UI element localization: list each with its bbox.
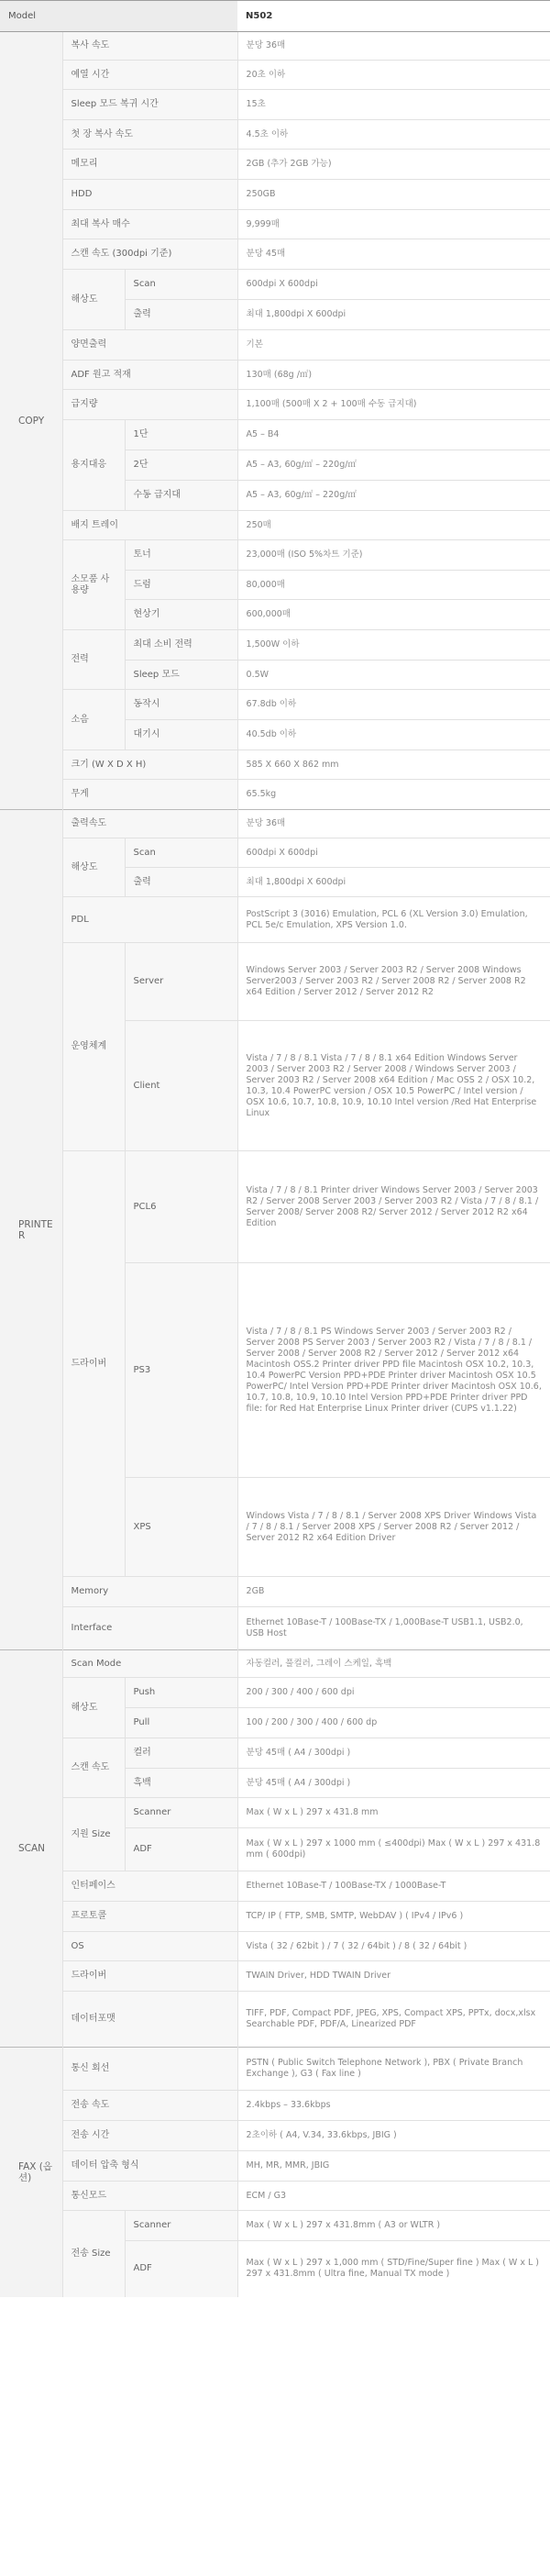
spec-row [0,750,550,780]
spec-row [0,210,550,239]
spec-value: 4.5초 이하 [237,120,550,150]
spec-row [0,780,550,810]
spec-label: 소모품 사용량 [62,540,125,630]
spec-row [0,150,550,180]
spec-row [0,239,550,270]
spec-label: 해상도 [62,1678,125,1738]
spec-row [0,810,550,838]
spec-value: Vista / 7 / 8 / 8.1 Printer driver Windows Server 2003 / Server 2003 R2 / Server 2008 Server 2003 / Server 2003 R2 / Vista / 7 / 8 / 8.1 / Server 2008/ Server 2008 R2/ Server 2012 / Server 2012 R2 x64 Edition [237,1151,550,1263]
spec-label: ADF 원고 적재 [62,361,237,390]
spec-sublabel: Scanner [125,1798,237,1828]
spec-label: 전송 속도 [62,2091,237,2121]
spec-label: 전송 시간 [62,2121,237,2151]
spec-row [0,2182,550,2211]
spec-sublabel: 흑백 [125,1769,237,1798]
spec-label: 배지 트레이 [62,511,237,540]
spec-sublabel: 동작시 [125,690,237,720]
spec-label: 드라이버 [62,1151,125,1577]
spec-label: 예열 시간 [62,61,237,90]
spec-row [0,1678,550,1708]
spec-label: 통신모드 [62,2182,237,2211]
spec-row [0,1151,550,1263]
spec-row [0,1650,550,1678]
spec-value: Windows Server 2003 / Server 2003 R2 / Server 2008 Windows Server2003 / Server 2003 R2 / Server 2008 R2 / Server 2008 R2 x64 Edition / Server 2012 / Server 2012 R2 [237,943,550,1021]
spec-value: Ethernet 10Base-T / 100Base-TX / 1000Base-T [237,1871,550,1902]
model-label: Model [0,1,237,32]
spec-sublabel: 수동 급지대 [125,481,237,511]
spec-value: A5 – A3, 60g/㎡ – 220g/㎡ [237,450,550,481]
spec-value: 2GB [237,1577,550,1607]
spec-sublabel: 대기시 [125,720,237,750]
spec-label: 스캔 속도 [62,1738,125,1798]
spec-label: 드라이버 [62,1961,237,1992]
spec-label: PDL [62,897,237,943]
spec-row [0,1577,550,1607]
spec-label: Scan Mode [62,1650,237,1678]
spec-label: Sleep 모드 복귀 시간 [62,90,237,120]
spec-value: 23,000매 (ISO 5%차트 기준) [237,540,550,571]
spec-row [0,180,550,210]
spec-value: 2.4kbps – 33.6kbps [237,2091,550,2121]
spec-value: Max ( W x L ) 297 x 1,000 mm ( STD/Fine/Super fine ) Max ( W x L ) 297 x 431.8mm ( Ultra fine, Manual TX mode ) [237,2241,550,2297]
spec-sublabel: 컬러 [125,1738,237,1769]
spec-value: PostScript 3 (3016) Emulation, PCL 6 (XL Version 3.0) Emulation, PCL 5e/c Emulation, XPS Version 1.0. [237,897,550,943]
spec-row [0,1961,550,1992]
spec-value: 분당 45매 ( A4 / 300dpi ) [237,1769,550,1798]
spec-value: 분당 36매 [237,32,550,61]
spec-row [0,2091,550,2121]
spec-value: 67.8db 이하 [237,690,550,720]
spec-row [0,943,550,1021]
spec-label: 용지대응 [62,420,125,511]
spec-value: Ethernet 10Base-T / 100Base-TX / 1,000Base-T USB1.1, USB2.0, USB Host [237,1607,550,1650]
spec-value: 100 / 200 / 300 / 400 / 600 dp [237,1708,550,1738]
spec-label: 최대 복사 매수 [62,210,237,239]
spec-sublabel: ADF [125,2241,237,2297]
section-label: FAX (옵션) [0,2048,62,2297]
spec-label: 무게 [62,780,237,810]
spec-sublabel: Scanner [125,2211,237,2241]
spec-value: 0.5W [237,661,550,690]
spec-value: 1,500W 이하 [237,630,550,661]
spec-sublabel: Sleep 모드 [125,661,237,690]
spec-row [0,1798,550,1828]
spec-sublabel: XPS [125,1478,237,1577]
spec-label: 인터페이스 [62,1871,237,1902]
spec-sublabel: Scan [125,270,237,300]
spec-value: 130매 (68g /㎡) [237,361,550,390]
spec-label: Memory [62,1577,237,1607]
spec-value: 최대 1,800dpi X 600dpi [237,300,550,330]
spec-row [0,511,550,540]
spec-value: ECM / G3 [237,2182,550,2211]
spec-row [0,61,550,90]
spec-row [0,1871,550,1902]
spec-value: Max ( W x L ) 297 x 1000 mm ( ≤400dpi) Max ( W x L ) 297 x 431.8 mm ( 600dpi) [237,1828,550,1871]
spec-sublabel: Client [125,1021,237,1151]
spec-value: 65.5kg [237,780,550,810]
section-label: COPY [0,32,62,810]
spec-value: PSTN ( Public Switch Telephone Network ), PBX ( Private Branch Exchange ), G3 ( Fax line ) [237,2048,550,2091]
spec-value: 15초 [237,90,550,120]
spec-label: 데이터 압축 형식 [62,2151,237,2182]
spec-label: 복사 속도 [62,32,237,61]
spec-row [0,390,550,420]
spec-sublabel: 출력 [125,868,237,897]
spec-value: 80,000매 [237,571,550,600]
spec-sublabel: 1단 [125,420,237,450]
spec-value: 1,100매 (500매 X 2 + 100매 수동 급지대) [237,390,550,420]
spec-label: 운영체계 [62,943,125,1151]
spec-value: 200 / 300 / 400 / 600 dpi [237,1678,550,1708]
spec-value: Windows Vista / 7 / 8 / 8.1 / Server 2008 XPS Driver Windows Vista / 7 / 8 / 8.1 / Server 2008 XPS / Server 2008 R2 / Server 2012 / Server 2012 R2 x64 Edition Driver [237,1478,550,1577]
spec-value: 600,000매 [237,600,550,630]
spec-label: 해상도 [62,270,125,330]
spec-row [0,120,550,150]
spec-value: TIFF, PDF, Compact PDF, JPEG, XPS, Compact XPS, PPTx, docx,xlsx Searchable PDF, PDF/A, Linearized PDF [237,1992,550,2048]
spec-sublabel: 최대 소비 전력 [125,630,237,661]
spec-row [0,2048,550,2091]
spec-row [0,420,550,450]
spec-label: 첫 장 복사 속도 [62,120,237,150]
model-value: N502 [237,1,550,32]
spec-row [0,1607,550,1650]
spec-table-body [0,1,550,2297]
spec-value: 40.5db 이하 [237,720,550,750]
spec-row [0,361,550,390]
header-row [0,1,550,32]
spec-value: 분당 45매 [237,239,550,270]
spec-value: 20초 이하 [237,61,550,90]
spec-value: 250GB [237,180,550,210]
spec-label: 전력 [62,630,125,690]
spec-value: 9,999매 [237,210,550,239]
spec-row [0,540,550,571]
spec-label: 해상도 [62,838,125,897]
spec-value: 600dpi X 600dpi [237,838,550,868]
spec-value: Vista ( 32 / 62bit ) / 7 ( 32 / 64bit ) / 8 ( 32 / 64bit ) [237,1932,550,1961]
spec-sublabel: Server [125,943,237,1021]
spec-value: MH, MR, MMR, JBIG [237,2151,550,2182]
spec-label: 지원 Size [62,1798,125,1871]
spec-sublabel: Scan [125,838,237,868]
spec-row [0,690,550,720]
spec-value: 250매 [237,511,550,540]
spec-row [0,270,550,300]
spec-value: 분당 36매 [237,810,550,838]
spec-row [0,1902,550,1932]
spec-label: 메모리 [62,150,237,180]
spec-value: TWAIN Driver, HDD TWAIN Driver [237,1961,550,1992]
spec-value: Vista / 7 / 8 / 8.1 PS Windows Server 2003 / Server 2003 R2 / Server 2008 PS Server 2003 / Server 2003 R2 / Vista / 7 / 8 / 8.1 / Server 2008 / Server 2008 R2 / Server 2012 / Server 2012 x64 Macintosh OSS.2 Printer driver PPD file Macintosh OSX 10.2, 10.3, 10.4 PowerPC Version PPD+PDE Printer driver Macintosh OSX 10.5 PowerPC/ Intel Version PPD+PDE Printer driver Macintosh OSX 10.6, 10.7, 10.8, 10.9, 10.10 Intel Version PPD+PDE Printer driver PPD file: for Red Hat Enterprise Linux Printer driver (CUPS v1.1.22) [237,1263,550,1478]
spec-value: 2GB (추가 2GB 가능) [237,150,550,180]
spec-row [0,90,550,120]
spec-sublabel: 2단 [125,450,237,481]
spec-label: 전송 Size [62,2211,125,2297]
spec-value: A5 – B4 [237,420,550,450]
spec-label: 소음 [62,690,125,750]
spec-row [0,32,550,61]
spec-label: 급지량 [62,390,237,420]
spec-row [0,2121,550,2151]
spec-value: A5 – A3, 60g/㎡ – 220g/㎡ [237,481,550,511]
spec-row [0,330,550,361]
spec-label: OS [62,1932,237,1961]
spec-value: 최대 1,800dpi X 600dpi [237,868,550,897]
spec-row [0,2211,550,2241]
section-label: SCAN [0,1650,62,2048]
spec-label: 출력속도 [62,810,237,838]
spec-value: 600dpi X 600dpi [237,270,550,300]
spec-label: HDD [62,180,237,210]
spec-sublabel: Pull [125,1708,237,1738]
spec-sublabel: ADF [125,1828,237,1871]
spec-value: Max ( W x L ) 297 x 431.8mm ( A3 or WLTR ) [237,2211,550,2241]
spec-row [0,630,550,661]
spec-sublabel: 드럼 [125,571,237,600]
spec-label: 프로토콜 [62,1902,237,1932]
spec-row [0,1738,550,1769]
spec-label: 크기 (W X D X H) [62,750,237,780]
spec-sublabel: PS3 [125,1263,237,1478]
spec-value: 자동컬러, 풀컬러, 그레이 스케일, 흑백 [237,1650,550,1678]
spec-label: 스캔 속도 (300dpi 기준) [62,239,237,270]
spec-row [0,1932,550,1961]
spec-value: 585 X 660 X 862 mm [237,750,550,780]
spec-value: 2초이하 ( A4, V.34, 33.6kbps, JBIG ) [237,2121,550,2151]
spec-value: Max ( W x L ) 297 x 431.8 mm [237,1798,550,1828]
spec-row [0,2151,550,2182]
spec-sublabel: 토너 [125,540,237,571]
spec-value: 기본 [237,330,550,361]
spec-label: Interface [62,1607,237,1650]
spec-value: Vista / 7 / 8 / 8.1 Vista / 7 / 8 / 8.1 x64 Edition Windows Server 2003 / Server 2003 R2 / Server 2008 / Windows Server 2003 / Server 2003 R2 / Server 2008 x64 Edition / Mac OSS 2 / OSX 10.2, 10.3, 10.4 PowerPC version / OSX 10.5 PowerPC / Intel version / OSX 10.6, 10.7, 10.8, 10.9, 10.10 Intel version /Red Hat Enterprise Linux [237,1021,550,1151]
spec-sublabel: 출력 [125,300,237,330]
spec-sublabel: Push [125,1678,237,1708]
spec-row [0,1992,550,2048]
spec-value: 분당 45매 ( A4 / 300dpi ) [237,1738,550,1769]
spec-sublabel: 현상기 [125,600,237,630]
spec-row [0,838,550,868]
spec-label: 양면출력 [62,330,237,361]
spec-row [0,897,550,943]
spec-sublabel: PCL6 [125,1151,237,1263]
spec-value: TCP/ IP ( FTP, SMB, SMTP, WebDAV ) ( IPv4 / IPv6 ) [237,1902,550,1932]
section-label: PRINTER [0,810,62,1650]
spec-label: 데이터포맷 [62,1992,237,2048]
spec-label: 통신 회선 [62,2048,237,2091]
